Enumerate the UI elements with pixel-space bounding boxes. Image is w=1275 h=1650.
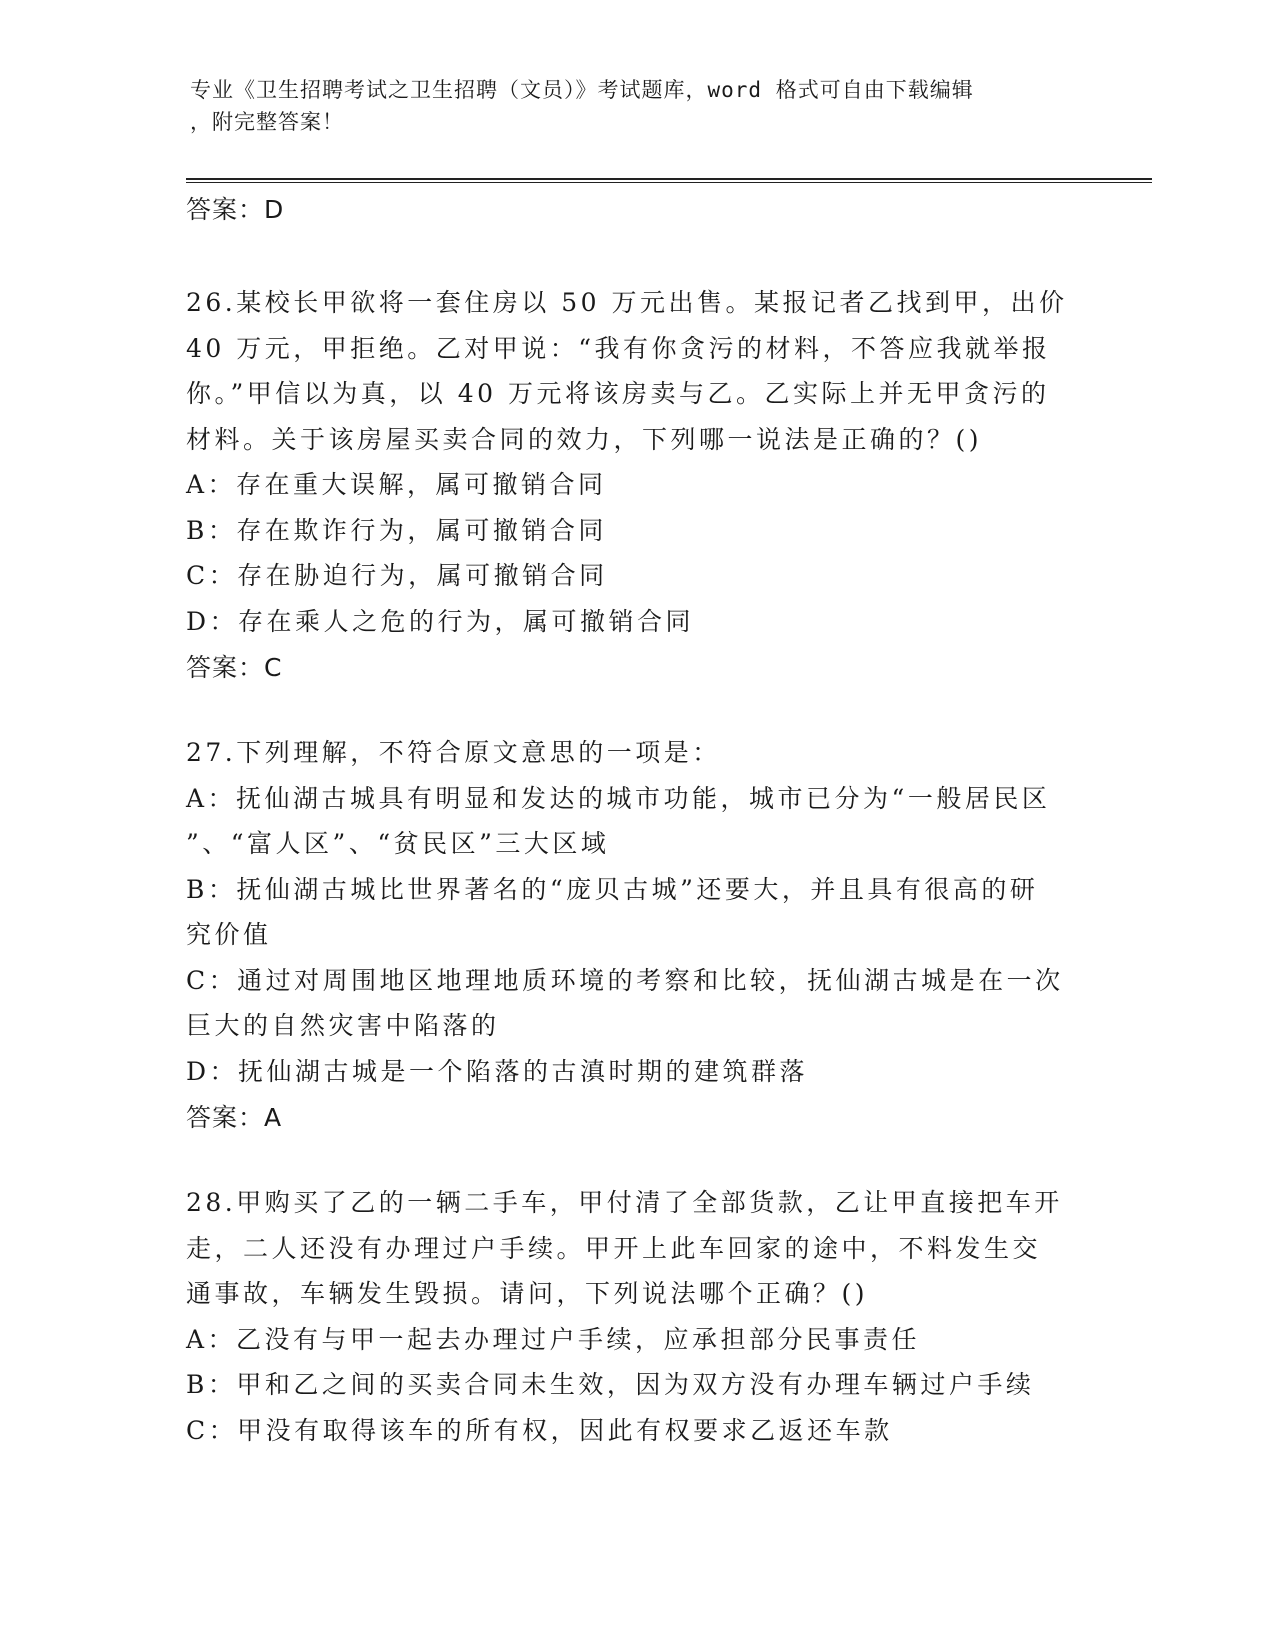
question-27-option-c-line-1: C：通过对周围地区地理地质环境的考察和比较，抚仙湖古城是在一次	[186, 965, 1064, 995]
question-27	[186, 730, 1086, 1136]
question-27-option-d: D：抚仙湖古城是一个陷落的古滇时期的建筑群落	[186, 1056, 809, 1086]
answer-q25: 答案：D	[186, 195, 285, 224]
header-line-1: 专业《卫生招聘考试之卫生招聘（文员）》考试题库，word 格式可自由下载编辑	[190, 78, 974, 102]
question-28	[186, 1180, 1086, 1453]
question-26-option-b: B：存在欺诈行为，属可撤销合同	[186, 515, 607, 545]
question-28-option-a: A：乙没有与甲一起去办理过户手续，应承担部分民事责任	[186, 1324, 921, 1354]
question-28-option-b: B：甲和乙之间的买卖合同未生效，因为双方没有办理车辆过户手续	[186, 1370, 1035, 1399]
question-26-option-d: D：存在乘人之危的行为，属可撤销合同	[186, 606, 695, 636]
page-header	[190, 74, 1070, 138]
question-26-line-1: 26.某校长甲欲将一套住房以 50 万元出售。某报记者乙找到甲，出价	[186, 288, 1068, 317]
question-26-option-a: A：存在重大误解，属可撤销合同	[186, 470, 607, 499]
question-28-line-1: 28.甲购买了乙的一辆二手车，甲付清了全部货款，乙让甲直接把车开	[186, 1188, 1063, 1217]
question-26	[186, 280, 1086, 686]
answer-q27: 答案：A	[186, 1103, 283, 1132]
question-26-line-2: 40 万元，甲拒绝。乙对甲说：“我有你贪污的材料，不答应我就举报	[186, 333, 1051, 363]
question-27-line-1: 27.下列理解，不符合原文意思的一项是：	[186, 738, 721, 767]
question-26-line-3: 你。”甲信以为真，以 40 万元将该房卖与乙。乙实际上并无甲贪污的	[186, 379, 1050, 408]
document-body	[186, 192, 1086, 1453]
header-line-2: ，附完整答案！	[190, 110, 344, 134]
header-divider	[186, 178, 1152, 183]
question-27-option-b-line-1: B：抚仙湖古城比世界著名的“庞贝古城”还要大，并且具有很高的研	[186, 874, 1039, 904]
question-27-option-c-line-2: 巨大的自然灾害中陷落的	[186, 1011, 500, 1040]
question-27-option-a-line-2: ”、“富人区”、“贫民区”三大区域	[186, 829, 610, 858]
question-28-option-c: C：甲没有取得该车的所有权，因此有权要求乙返还车款	[186, 1415, 893, 1445]
question-26-option-c: C：存在胁迫行为，属可撤销合同	[186, 561, 608, 590]
question-27-option-a-line-1: A：抚仙湖古城具有明显和发达的城市功能，城市已分为“一般居民区	[186, 783, 1051, 813]
question-28-line-2: 走，二人还没有办理过户手续。甲开上此车回家的途中，不料发生交	[186, 1233, 1042, 1263]
question-28-line-3: 通事故，车辆发生毁损。请问，下列说法哪个正确？()	[186, 1279, 869, 1308]
answer-q26: 答案：C	[186, 653, 283, 682]
question-27-option-b-line-2: 究价值	[186, 920, 272, 949]
question-26-line-4: 材料。关于该房屋买卖合同的效力，下列哪一说法是正确的？()	[186, 424, 983, 454]
